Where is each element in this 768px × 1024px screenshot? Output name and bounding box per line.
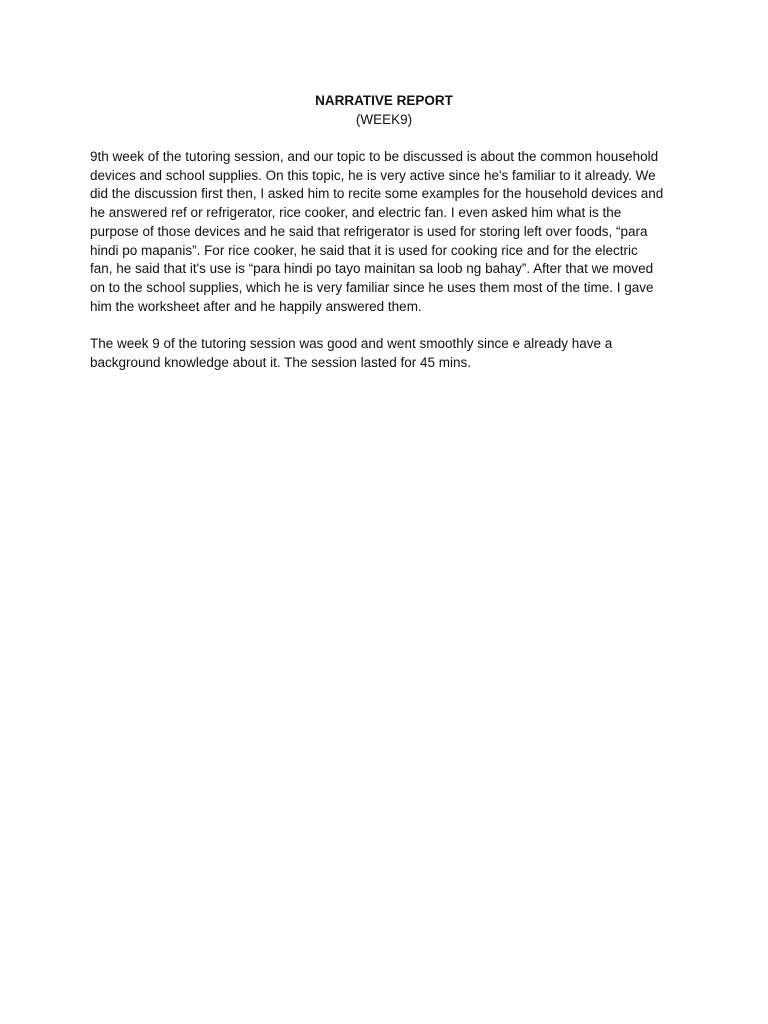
body-paragraph-1 [90,148,684,316]
body-paragraph-2 [90,335,684,372]
paragraph-line: did the discussion first then, I asked him to recite some examples for the household devices and [90,186,664,202]
paragraph-line: hindi po mapanis”. For rice cooker, he said that it is used for cooking rice and for the electric [90,242,638,258]
document-subtitle: (WEEK9) [355,112,413,127]
paragraph-line: he answered ref or refrigerator, rice cooker, and electric fan. I even asked him what is the [90,205,622,221]
paragraph-line: purpose of those devices and he said that refrigerator is used for storing left over foods, “para [90,223,648,239]
paragraph-line: background knowledge about it. The session lasted for 45 mins. [90,354,471,370]
paragraph-line: The week 9 of the tutoring session was good and went smoothly since e already have a [90,336,613,352]
paragraph-line: devices and school supplies. On this topic, he is very active since he's familiar to it already. We [90,167,656,183]
paragraph-line: 9th week of the tutoring session, and our topic to be discussed is about the common household [90,149,659,164]
document-title: NARRATIVE REPORT [315,93,453,108]
paragraph-line: on to the school supplies, which he is very familiar since he uses them most of the time. I gave [90,279,654,295]
paragraph-line: fan, he said that it's use is “para hindi po tayo mainitan sa loob ng bahay”. After that we moved [90,261,654,277]
document-header [0,91,768,129]
paragraph-line: him the worksheet after and he happily answered them. [90,298,422,314]
document-body [90,148,684,372]
